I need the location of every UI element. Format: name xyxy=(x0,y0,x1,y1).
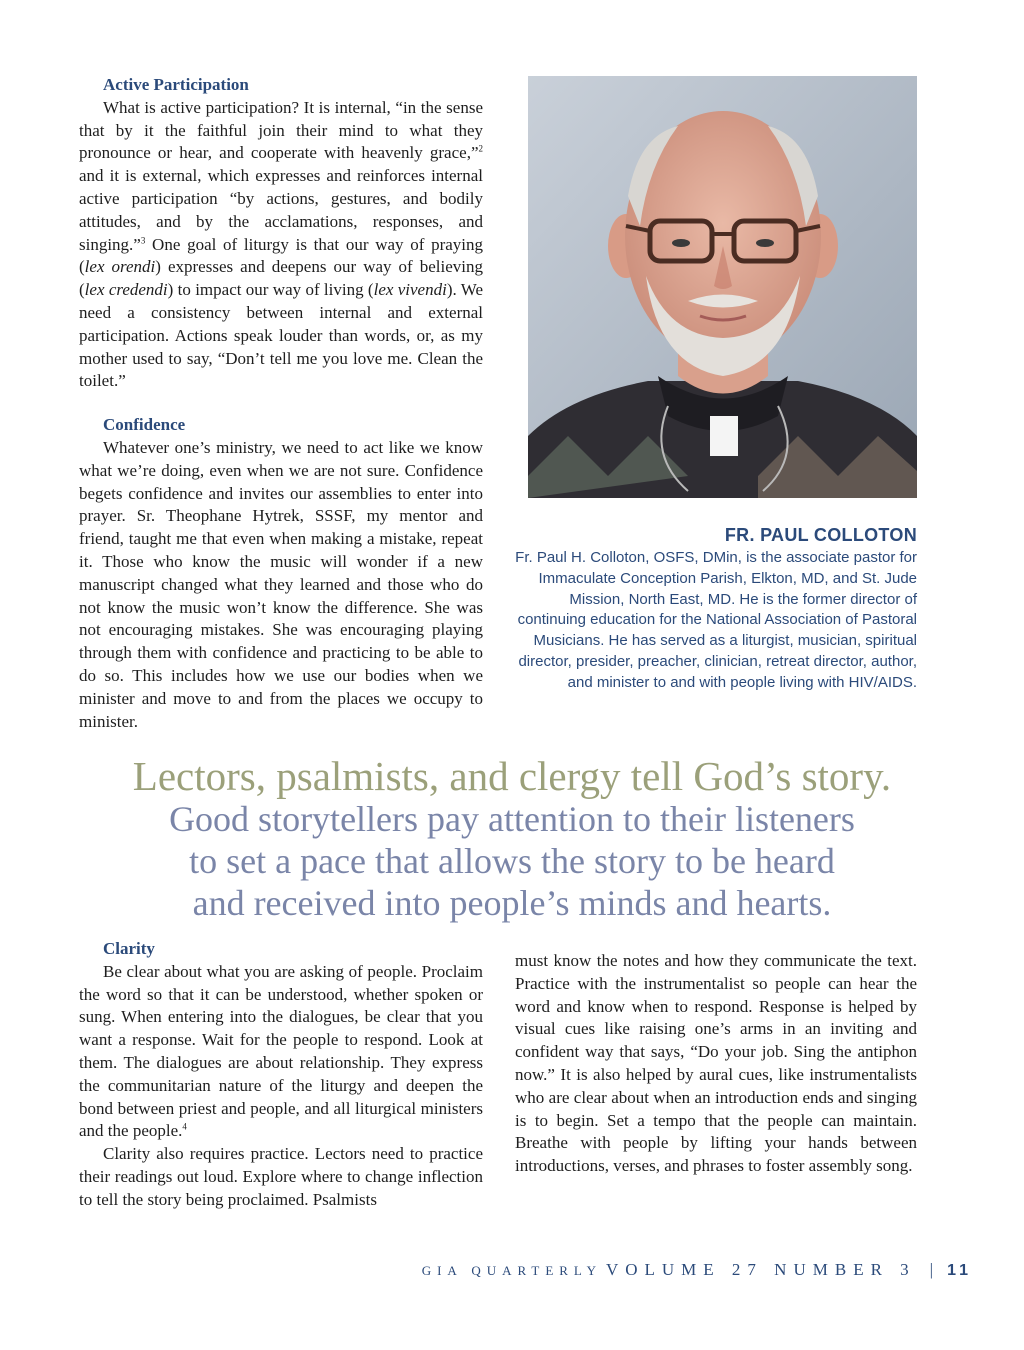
page-number: 11 xyxy=(947,1262,972,1279)
pull-quote-line-2: Good storytellers pay attention to their listeners xyxy=(169,799,855,839)
left-column-bottom xyxy=(79,938,483,1212)
footnote-4: 4 xyxy=(182,1121,187,1132)
pull-quote-line-4: and received into people’s minds and hearts. xyxy=(192,883,832,923)
photo-caption xyxy=(505,525,917,694)
caption-bio: Fr. Paul H. Colloton, OSFS, DMin, is the associate pastor for Immaculate Conception Parish, Elkton, MD, and St. Jude Mission, North East, MD. He is the former director of continuing education for the National Association of Pastoral Musicians. He has served as a liturgist, musician, spiritual director, presider, preacher, clinician, retreat director, author, and minister to and with people living with HIV/AIDS. xyxy=(515,549,917,691)
footer-separator: | xyxy=(929,1260,934,1279)
heading-confidence: Confidence xyxy=(103,415,186,435)
pull-quote xyxy=(60,754,964,924)
page-footer xyxy=(300,1260,972,1280)
author-photo xyxy=(528,76,917,498)
footer-volume: VOLUME 27 NUMBER 3 xyxy=(605,1260,916,1279)
footnote-2: 2 xyxy=(478,143,483,154)
pull-quote-line-1: Lectors, psalmists, and clergy tell God’s story. xyxy=(132,753,892,799)
caption-name: FR. PAUL COLLOTON xyxy=(724,525,917,545)
pull-quote-line-3: to set a pace that allows the story to be heard xyxy=(189,841,835,881)
paragraph-active-participation: What is active participation? It is internal, “in the sense that by it the faithful join their mind to what they pronounce or hear, and cooperate with heavenly grace,”$^2$ and it is external, which expresses and reinforces internal active participation “by actions, gestures, and bodily attitudes, and by the acclamations, responses, and singing.”$^3$ One goal of liturgy is that our way of praying (lex orendi) expresses and deepens our way of believing (lex credendi) to impact our way of living (lex vivendi). We need a consistency between internal and external participation. Actions speak louder than words, or, as my mother used to say, “Don’t tell me you love me. Clean the toilet.” xyxy=(79,97,483,391)
heading-clarity: Clarity xyxy=(103,939,155,958)
portrait-illustration xyxy=(528,76,917,498)
paragraph-clarity-3: must know the notes and how they communicate the text. Practice with the instrumentalist so people can hear the word and know when to respond. Response is helped by visual cues like raising one’s arms in an inviting and confident way that says, “Do your job. Sing the antiphon now.” It is also helped by aural cues, like instrumentalists who are clear about when an introduction ends and singing is to begin. Set a tempo that the people can maintain. Breathe with people by lifting your hands between introductions, verses, and phrases to foster assembly song. xyxy=(515,951,917,1176)
left-column-top xyxy=(79,74,483,733)
paragraph-confidence: Whatever one’s ministry, we need to act like we know what we’re doing, even when we are not sure. Confidence begets confidence and invites our assemblies to enter into prayer. Sr. Theophane Hytrek, SSSF, my mentor and friend, taught me that even when making a mistake, repeat it. Those who know the music will wonder if a new manuscript changed what they learned and those who do not know the music won’t know the difference. She was not encouraging mistakes. She was encouraging playing through them with confidence and practicing to be able to do so. This includes how we use our bodies when we minister and move to and from the places we occupy to minister. xyxy=(79,437,483,731)
footer-publication: GIA QUARTERLY xyxy=(421,1263,602,1278)
right-column-bottom xyxy=(515,950,917,1178)
heading-active-participation: Active Participation xyxy=(103,75,249,94)
footnote-3: 3 xyxy=(140,234,146,245)
paragraph-clarity-1: Be clear about what you are asking of people. Proclaim the word so that it can be understood, whether spoken or sung. When entering into the dialogues, be clear that you want a response. Wait for the people to respond. Look at them. The dialogues are about relationship. They express the communitarian nature of the liturgy and deepen the bond between priest and people, and all liturgical ministers and the people.$^4$ xyxy=(79,961,483,1141)
paragraph-clarity-2: Clarity also requires practice. Lectors need to practice their readings out loud. Explore where to change inflection to tell the story being proclaimed. Psalmists xyxy=(79,1144,483,1209)
